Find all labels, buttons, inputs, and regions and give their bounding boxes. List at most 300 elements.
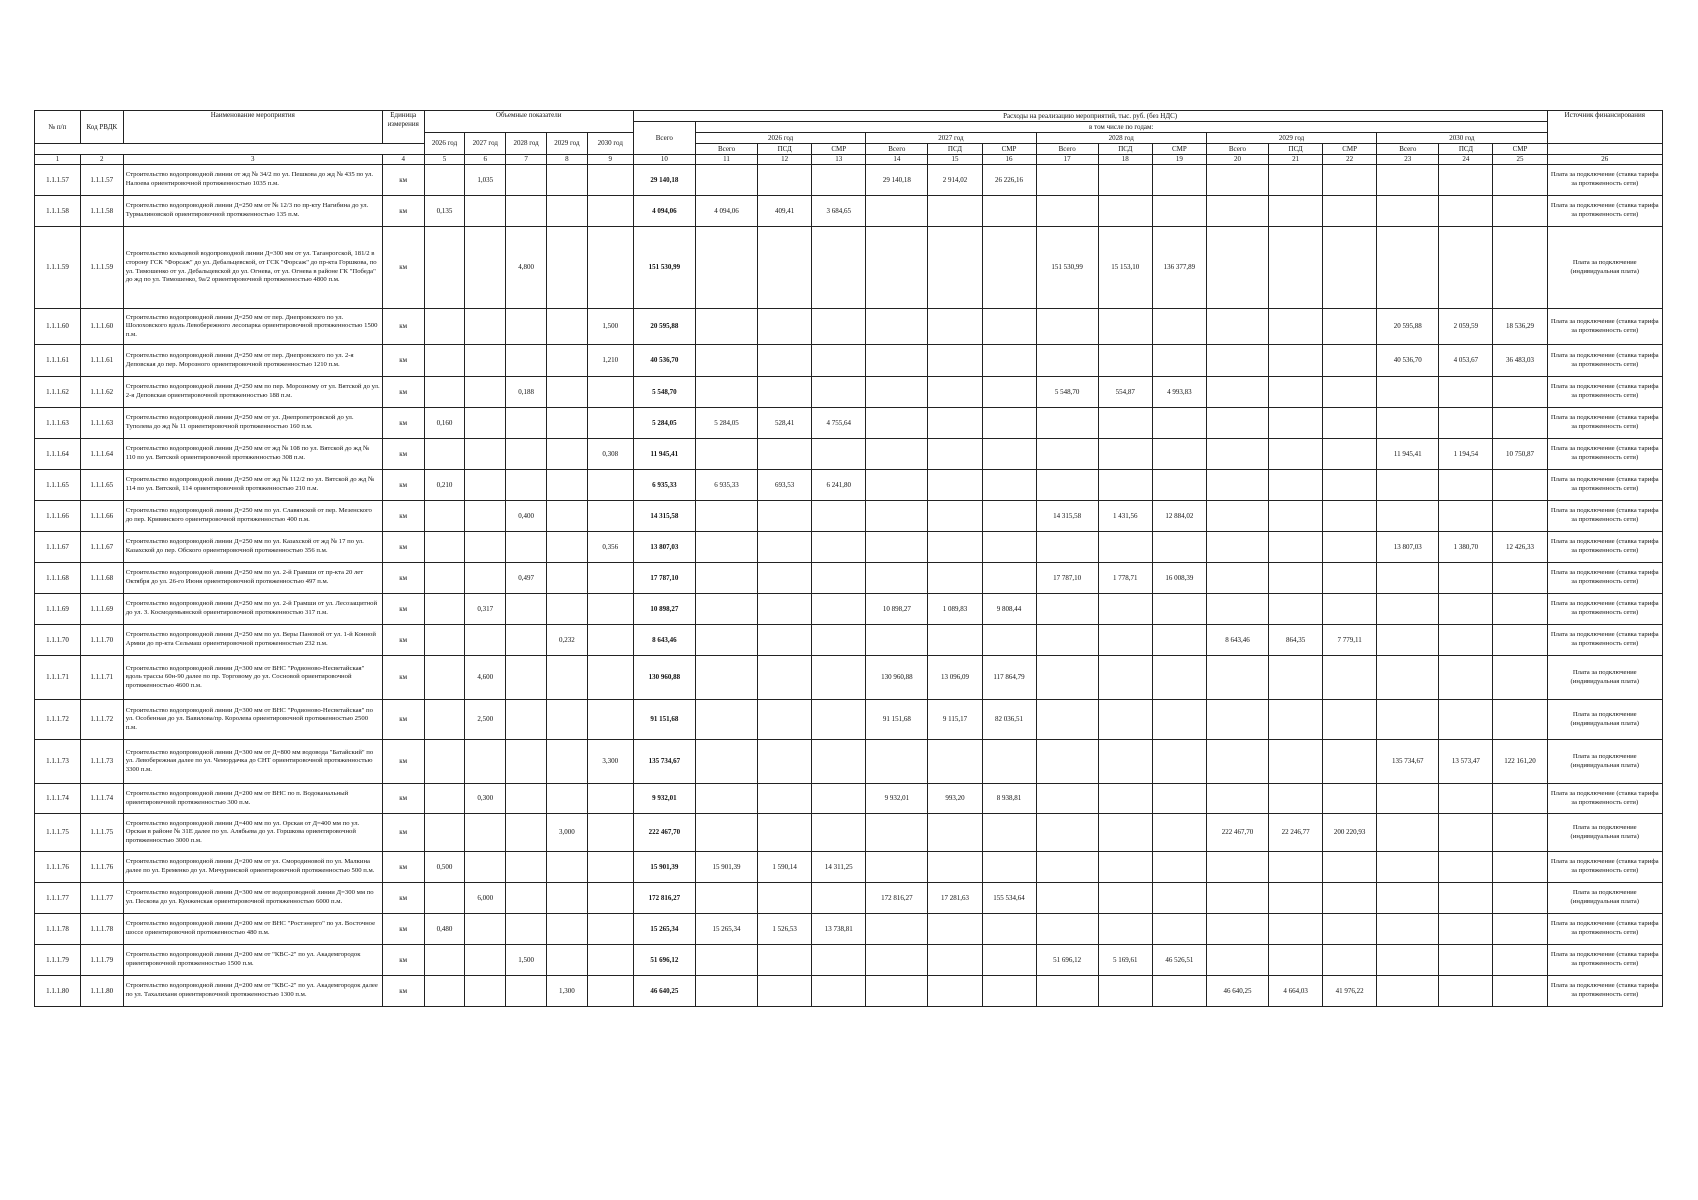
row-y2027-smr: [982, 563, 1036, 594]
row-y2029-psd: [1269, 784, 1323, 814]
row-code: 1.1.1.72: [80, 700, 123, 740]
row-y2030-smr: [1493, 563, 1547, 594]
row-y2030-smr: [1493, 625, 1547, 656]
row-y2028-psd: 554,87: [1098, 377, 1152, 408]
row-y2026-smr: 3 684,65: [812, 196, 866, 227]
row-y2027-smr: [982, 852, 1036, 883]
row-volume-2029: [547, 345, 588, 377]
row-volume-2028: [506, 470, 547, 501]
row-y2028-psd: [1098, 883, 1152, 914]
row-volume-2030: [587, 470, 633, 501]
row-y2030-smr: 18 536,29: [1493, 309, 1547, 345]
row-y2026-smr: [812, 227, 866, 309]
row-y2028-psd: [1098, 784, 1152, 814]
row-y2030-total: 20 595,88: [1377, 309, 1439, 345]
row-unit: км: [382, 227, 424, 309]
row-y2026-smr: [812, 945, 866, 976]
row-y2029-total: [1206, 377, 1268, 408]
table-row: [35, 625, 1663, 656]
header-year-2030: 2030 год: [1377, 133, 1547, 144]
row-y2028-smr: [1152, 700, 1206, 740]
header-year-2026: 2026 год: [695, 133, 865, 144]
column-number: 9: [587, 155, 633, 165]
row-name: Строительство водопроводной линии Д=250 мм по ул. 2-й Грамши от ул. Лесозащитной до ул. З. Космодемьянской ориентировочной протяженностью 317 п.м.: [123, 594, 382, 625]
row-volume-2030: [587, 976, 633, 1007]
row-y2028-total: [1036, 656, 1098, 700]
row-y2030-smr: [1493, 408, 1547, 439]
table-row: [35, 740, 1663, 784]
row-y2029-smr: [1323, 563, 1377, 594]
row-code: 1.1.1.69: [80, 594, 123, 625]
row-volume-2027: [465, 309, 506, 345]
row-y2027-smr: 155 534,64: [982, 883, 1036, 914]
row-y2029-psd: [1269, 439, 1323, 470]
row-volume-2030: [587, 914, 633, 945]
row-y2028-smr: [1152, 976, 1206, 1007]
row-y2029-total: [1206, 309, 1268, 345]
row-y2029-smr: [1323, 377, 1377, 408]
row-y2029-smr: [1323, 914, 1377, 945]
row-source: Плата за подключение (индивидуальная плата): [1547, 814, 1663, 852]
row-volume-2026: [424, 309, 465, 345]
row-total: 135 734,67: [633, 740, 695, 784]
table-row: [35, 945, 1663, 976]
row-y2027-total: [866, 309, 928, 345]
row-y2028-psd: 15 153,10: [1098, 227, 1152, 309]
row-volume-2029: [547, 914, 588, 945]
row-volume-2029: [547, 439, 588, 470]
row-y2027-smr: 117 864,79: [982, 656, 1036, 700]
row-y2030-smr: [1493, 196, 1547, 227]
row-y2028-smr: [1152, 784, 1206, 814]
row-y2026-smr: 4 755,64: [812, 408, 866, 439]
row-y2028-smr: [1152, 345, 1206, 377]
row-number: 1.1.1.69: [35, 594, 81, 625]
row-volume-2030: [587, 814, 633, 852]
header-unit: Единица измерения: [382, 111, 424, 144]
column-number: 26: [1547, 155, 1663, 165]
row-y2030-psd: [1439, 656, 1493, 700]
row-unit: км: [382, 594, 424, 625]
row-volume-2027: 2,500: [465, 700, 506, 740]
row-volume-2030: [587, 625, 633, 656]
row-name: Строительство кольцевой водопроводной линии Д=300 мм от ул. Таганрогской, 181/2 в сторону ГСК "Форсаж" до ул. Дебальцевской, от ГСК "Форсаж" до пр-кта Горшкова, по ул. Тимошенко от ул. Дебальцевской до ул. Огнева, от ул. Огнева в районе ГК "Победа" до жд по ул. Тимошенко, 9а/2 ориентировочной протяженностью 4800 п.м.: [123, 227, 382, 309]
row-y2027-smr: [982, 976, 1036, 1007]
row-y2030-smr: 12 426,33: [1493, 532, 1547, 563]
row-volume-2028: [506, 532, 547, 563]
row-name: Строительство водопроводной линии Д=250 мм по пер. Морозному от ул. Вятской до ул. 2-я Деповская ориентировочной протяженностью 188 п.м.: [123, 377, 382, 408]
row-source: Плата за подключение (ставка тарифа за протяженность сети): [1547, 309, 1663, 345]
row-y2027-total: 172 816,27: [866, 883, 928, 914]
row-y2026-total: 6 935,33: [695, 470, 757, 501]
row-y2028-psd: 1 431,56: [1098, 501, 1152, 532]
header-sub-smr: СМР: [1493, 144, 1547, 155]
row-y2030-psd: [1439, 408, 1493, 439]
row-y2026-smr: 13 738,81: [812, 914, 866, 945]
row-y2030-psd: [1439, 625, 1493, 656]
row-y2027-psd: [928, 439, 982, 470]
row-y2027-smr: [982, 439, 1036, 470]
header-sub-total: Всего: [1036, 144, 1098, 155]
row-y2030-total: [1377, 563, 1439, 594]
row-total: 10 898,27: [633, 594, 695, 625]
row-number: 1.1.1.59: [35, 227, 81, 309]
column-number: 14: [866, 155, 928, 165]
row-y2030-psd: [1439, 165, 1493, 196]
row-name: Строительство водопроводной линии Д=250 мм по ул. 2-й Грамши от пр-кта 20 лет Октября до ул. 26-го Июня ориентировочной протяженностью 497 п.м.: [123, 563, 382, 594]
row-y2026-psd: [758, 656, 812, 700]
row-y2027-total: [866, 470, 928, 501]
row-total: 6 935,33: [633, 470, 695, 501]
row-volume-2028: [506, 196, 547, 227]
row-source: Плата за подключение (ставка тарифа за протяженность сети): [1547, 563, 1663, 594]
row-y2030-smr: [1493, 470, 1547, 501]
row-volume-2027: [465, 945, 506, 976]
row-source: Плата за подключение (ставка тарифа за протяженность сети): [1547, 945, 1663, 976]
row-y2026-total: [695, 309, 757, 345]
row-y2027-psd: [928, 625, 982, 656]
row-y2028-total: 14 315,58: [1036, 501, 1098, 532]
row-unit: км: [382, 309, 424, 345]
row-total: 17 787,10: [633, 563, 695, 594]
row-y2028-total: [1036, 625, 1098, 656]
row-y2028-psd: [1098, 470, 1152, 501]
row-number: 1.1.1.77: [35, 883, 81, 914]
row-y2030-total: [1377, 227, 1439, 309]
row-y2030-total: [1377, 594, 1439, 625]
row-y2029-total: [1206, 227, 1268, 309]
row-y2026-total: [695, 700, 757, 740]
row-y2029-total: [1206, 740, 1268, 784]
header-volume: Объемные показатели: [424, 111, 633, 133]
row-y2027-smr: [982, 532, 1036, 563]
row-y2030-total: 135 734,67: [1377, 740, 1439, 784]
row-y2029-psd: 22 246,77: [1269, 814, 1323, 852]
row-y2027-total: [866, 852, 928, 883]
row-y2027-psd: 993,20: [928, 784, 982, 814]
row-y2027-smr: [982, 501, 1036, 532]
row-source: Плата за подключение (индивидуальная плата): [1547, 883, 1663, 914]
row-volume-2030: [587, 852, 633, 883]
row-y2028-total: [1036, 814, 1098, 852]
row-y2026-smr: [812, 345, 866, 377]
row-source: Плата за подключение (ставка тарифа за протяженность сети): [1547, 165, 1663, 196]
row-number: 1.1.1.57: [35, 165, 81, 196]
row-name: Строительство водопроводной линии Д=250 мм по ул. Казахской от жд № 17 по ул. Казахской до пер. Обского ориентировочной протяженностью 356 п.м.: [123, 532, 382, 563]
row-y2030-total: [1377, 196, 1439, 227]
table-row: [35, 563, 1663, 594]
row-unit: км: [382, 532, 424, 563]
row-y2026-smr: [812, 563, 866, 594]
row-volume-2029: [547, 165, 588, 196]
row-number: 1.1.1.62: [35, 377, 81, 408]
row-y2028-smr: [1152, 740, 1206, 784]
row-volume-2028: 1,500: [506, 945, 547, 976]
row-volume-2030: [587, 227, 633, 309]
row-y2028-total: [1036, 470, 1098, 501]
header-sub-total: Всего: [695, 144, 757, 155]
header-sub-smr: СМР: [982, 144, 1036, 155]
header-spacer: [1547, 144, 1663, 155]
row-volume-2028: 0,400: [506, 501, 547, 532]
row-y2029-psd: [1269, 470, 1323, 501]
row-name: Строительство водопроводной линии Д=250 мм по ул. Веры Пановой от ул. 1-й Конной Армии до пр-кта Сельмаш ориентировочной протяженностью 232 п.м.: [123, 625, 382, 656]
row-unit: км: [382, 408, 424, 439]
row-volume-2029: [547, 945, 588, 976]
row-y2029-total: [1206, 501, 1268, 532]
header-code: Код РВДК: [80, 111, 123, 144]
table-row: [35, 700, 1663, 740]
row-y2030-psd: [1439, 196, 1493, 227]
row-y2026-total: [695, 227, 757, 309]
investment-program-table: [34, 110, 1663, 1007]
row-y2030-smr: [1493, 814, 1547, 852]
row-y2028-psd: [1098, 309, 1152, 345]
row-unit: км: [382, 700, 424, 740]
row-name: Строительство водопроводной линии Д=250 мм от жд № 112/2 по ул. Вятской до жд № 114 по ул. Вятской, 114 ориентировочной протяженностью 210 п.м.: [123, 470, 382, 501]
row-name: Строительство водопроводной линии Д=200 мм от ул. Смородиновой по ул. Малкина далее по ул. Еременко до ул. Мичуринской ориентировочной протяженностью 500 п.м.: [123, 852, 382, 883]
row-y2027-total: 130 960,88: [866, 656, 928, 700]
row-code: 1.1.1.60: [80, 309, 123, 345]
row-volume-2027: [465, 501, 506, 532]
row-y2028-smr: 4 993,83: [1152, 377, 1206, 408]
column-number: 19: [1152, 155, 1206, 165]
column-number: 3: [123, 155, 382, 165]
row-y2028-psd: [1098, 532, 1152, 563]
row-code: 1.1.1.63: [80, 408, 123, 439]
row-y2027-total: [866, 377, 928, 408]
row-y2026-psd: 1 590,14: [758, 852, 812, 883]
row-name: Строительство водопроводной линии Д=300 мм от ВНС "Родионово-Несветайская" вдоль трассы 60н-90 далее по пр. Торговому до ул. Сосновой ориентировочной протяженностью 4600 п.м.: [123, 656, 382, 700]
row-volume-2030: [587, 700, 633, 740]
row-y2029-psd: [1269, 501, 1323, 532]
row-volume-2030: [587, 656, 633, 700]
table-row: [35, 345, 1663, 377]
row-y2029-total: [1206, 700, 1268, 740]
row-y2027-smr: [982, 914, 1036, 945]
row-y2027-smr: [982, 740, 1036, 784]
row-volume-2026: [424, 656, 465, 700]
row-y2028-total: 51 696,12: [1036, 945, 1098, 976]
row-y2026-psd: [758, 594, 812, 625]
row-total: 222 467,70: [633, 814, 695, 852]
row-y2027-psd: [928, 309, 982, 345]
header-sub-smr: СМР: [1152, 144, 1206, 155]
row-volume-2028: [506, 814, 547, 852]
row-volume-2029: [547, 501, 588, 532]
row-y2029-total: 222 467,70: [1206, 814, 1268, 852]
row-volume-2026: [424, 439, 465, 470]
row-volume-2027: [465, 976, 506, 1007]
row-code: 1.1.1.61: [80, 345, 123, 377]
row-y2030-total: [1377, 470, 1439, 501]
row-y2026-total: [695, 165, 757, 196]
header-sub-psd: ПСД: [758, 144, 812, 155]
row-total: 51 696,12: [633, 945, 695, 976]
row-code: 1.1.1.62: [80, 377, 123, 408]
row-y2027-total: [866, 227, 928, 309]
table-row: [35, 165, 1663, 196]
row-y2029-smr: 200 220,93: [1323, 814, 1377, 852]
row-y2030-total: 13 807,03: [1377, 532, 1439, 563]
row-y2028-psd: [1098, 625, 1152, 656]
row-y2027-psd: [928, 945, 982, 976]
row-volume-2026: 0,135: [424, 196, 465, 227]
row-y2028-smr: [1152, 439, 1206, 470]
row-volume-2029: [547, 852, 588, 883]
row-volume-2027: [465, 740, 506, 784]
column-number: 24: [1439, 155, 1493, 165]
row-y2027-smr: [982, 309, 1036, 345]
row-y2030-smr: [1493, 852, 1547, 883]
row-y2030-psd: [1439, 501, 1493, 532]
row-y2026-smr: [812, 594, 866, 625]
row-volume-2026: 0,500: [424, 852, 465, 883]
row-name: Строительство водопроводной линии Д=200 мм от "КВС-2" по ул. Академгородок ориентировочной протяженностью 1500 п.м.: [123, 945, 382, 976]
row-number: 1.1.1.78: [35, 914, 81, 945]
row-volume-2027: [465, 470, 506, 501]
column-number: 4: [382, 155, 424, 165]
row-unit: км: [382, 784, 424, 814]
table-row: [35, 227, 1663, 309]
row-volume-2026: [424, 784, 465, 814]
row-total: 20 595,88: [633, 309, 695, 345]
row-y2027-total: [866, 914, 928, 945]
row-y2030-total: [1377, 784, 1439, 814]
row-y2026-psd: [758, 377, 812, 408]
row-y2026-psd: [758, 439, 812, 470]
row-y2028-total: [1036, 165, 1098, 196]
row-volume-2027: [465, 345, 506, 377]
row-y2026-smr: [812, 501, 866, 532]
row-source: Плата за подключение (ставка тарифа за протяженность сети): [1547, 377, 1663, 408]
row-volume-2029: 3,000: [547, 814, 588, 852]
table-row: [35, 814, 1663, 852]
row-y2027-psd: [928, 408, 982, 439]
row-y2030-psd: [1439, 700, 1493, 740]
row-y2029-smr: [1323, 532, 1377, 563]
row-volume-2028: 0,188: [506, 377, 547, 408]
row-volume-2027: 1,035: [465, 165, 506, 196]
row-y2030-total: [1377, 625, 1439, 656]
row-y2030-smr: [1493, 883, 1547, 914]
row-unit: км: [382, 914, 424, 945]
table-row: [35, 914, 1663, 945]
row-volume-2026: [424, 594, 465, 625]
row-y2029-psd: 4 664,03: [1269, 976, 1323, 1007]
row-y2029-smr: [1323, 883, 1377, 914]
row-y2028-smr: [1152, 165, 1206, 196]
row-y2028-psd: [1098, 656, 1152, 700]
row-number: 1.1.1.64: [35, 439, 81, 470]
row-volume-2029: 0,232: [547, 625, 588, 656]
table-row: [35, 196, 1663, 227]
row-y2028-psd: 5 169,61: [1098, 945, 1152, 976]
row-source: Плата за подключение (индивидуальная плата): [1547, 656, 1663, 700]
row-volume-2027: [465, 408, 506, 439]
header-vol-2029: 2029 год: [547, 133, 588, 155]
row-volume-2030: 0,308: [587, 439, 633, 470]
row-y2030-psd: 4 053,67: [1439, 345, 1493, 377]
column-number: 12: [758, 155, 812, 165]
column-number: 22: [1323, 155, 1377, 165]
row-y2029-smr: [1323, 700, 1377, 740]
row-code: 1.1.1.78: [80, 914, 123, 945]
row-y2029-psd: [1269, 408, 1323, 439]
row-y2026-total: [695, 345, 757, 377]
row-y2026-total: [695, 740, 757, 784]
row-y2026-smr: [812, 740, 866, 784]
row-name: Строительство водопроводной линии Д=300 мм от Д=800 мм водовода "Батайский" по ул. Левобережная далее по ул. Чемордачка до СНТ ориентировочной протяженностью 3300 п.м.: [123, 740, 382, 784]
row-unit: км: [382, 740, 424, 784]
row-unit: км: [382, 377, 424, 408]
row-volume-2027: [465, 532, 506, 563]
row-y2026-smr: [812, 784, 866, 814]
row-y2026-total: [695, 501, 757, 532]
row-y2029-total: [1206, 883, 1268, 914]
row-number: 1.1.1.65: [35, 470, 81, 501]
row-y2028-smr: 12 884,02: [1152, 501, 1206, 532]
row-volume-2028: [506, 625, 547, 656]
table-row: [35, 309, 1663, 345]
column-number: 8: [547, 155, 588, 165]
row-y2026-total: [695, 945, 757, 976]
row-name: Строительство водопроводной линии Д=400 мм по ул. Орская от Д=400 мм по ул. Орская в районе № 31Е далее по ул. Алябьева до ул. Горшкова ориентировочной протяженностью 3000 п.м.: [123, 814, 382, 852]
row-volume-2029: [547, 700, 588, 740]
row-y2027-smr: [982, 470, 1036, 501]
row-y2030-psd: [1439, 883, 1493, 914]
row-y2028-total: 17 787,10: [1036, 563, 1098, 594]
row-y2028-total: [1036, 408, 1098, 439]
row-y2026-psd: [758, 501, 812, 532]
row-volume-2026: [424, 883, 465, 914]
row-y2027-psd: [928, 345, 982, 377]
row-total: 40 536,70: [633, 345, 695, 377]
row-y2027-smr: [982, 377, 1036, 408]
row-y2027-psd: [928, 227, 982, 309]
row-volume-2028: [506, 345, 547, 377]
row-y2029-smr: [1323, 408, 1377, 439]
header-sub-total: Всего: [1377, 144, 1439, 155]
row-y2026-psd: [758, 945, 812, 976]
row-y2029-psd: [1269, 883, 1323, 914]
row-source: Плата за подключение (ставка тарифа за протяженность сети): [1547, 439, 1663, 470]
row-volume-2030: [587, 945, 633, 976]
row-y2026-psd: [758, 740, 812, 784]
row-y2029-psd: [1269, 945, 1323, 976]
row-volume-2030: 0,356: [587, 532, 633, 563]
row-unit: км: [382, 165, 424, 196]
row-y2027-total: [866, 408, 928, 439]
header-sub-psd: ПСД: [1269, 144, 1323, 155]
row-y2026-smr: [812, 309, 866, 345]
row-y2029-psd: [1269, 656, 1323, 700]
row-y2030-smr: [1493, 945, 1547, 976]
row-source: Плата за подключение (ставка тарифа за протяженность сети): [1547, 532, 1663, 563]
row-code: 1.1.1.67: [80, 532, 123, 563]
row-y2030-smr: [1493, 784, 1547, 814]
row-y2029-psd: [1269, 196, 1323, 227]
row-y2027-psd: [928, 196, 982, 227]
row-y2027-smr: [982, 625, 1036, 656]
row-name: Строительство водопроводной линии Д=300 мм от водопроводной линии Д=300 мм по ул. Пескова до ул. Кунженская ориентировочной протяженностью 6000 п.м.: [123, 883, 382, 914]
row-name: Строительство водопроводной линии Д=300 мм от ВНС "Родионово-Несветайская" по ул. Особенная до ул. Вавилова/пр. Королева ориентировочной протяженностью 2500 п.м.: [123, 700, 382, 740]
row-y2026-psd: 409,41: [758, 196, 812, 227]
row-y2027-psd: 2 914,02: [928, 165, 982, 196]
row-y2030-psd: [1439, 594, 1493, 625]
row-y2029-total: [1206, 945, 1268, 976]
row-y2029-total: [1206, 345, 1268, 377]
